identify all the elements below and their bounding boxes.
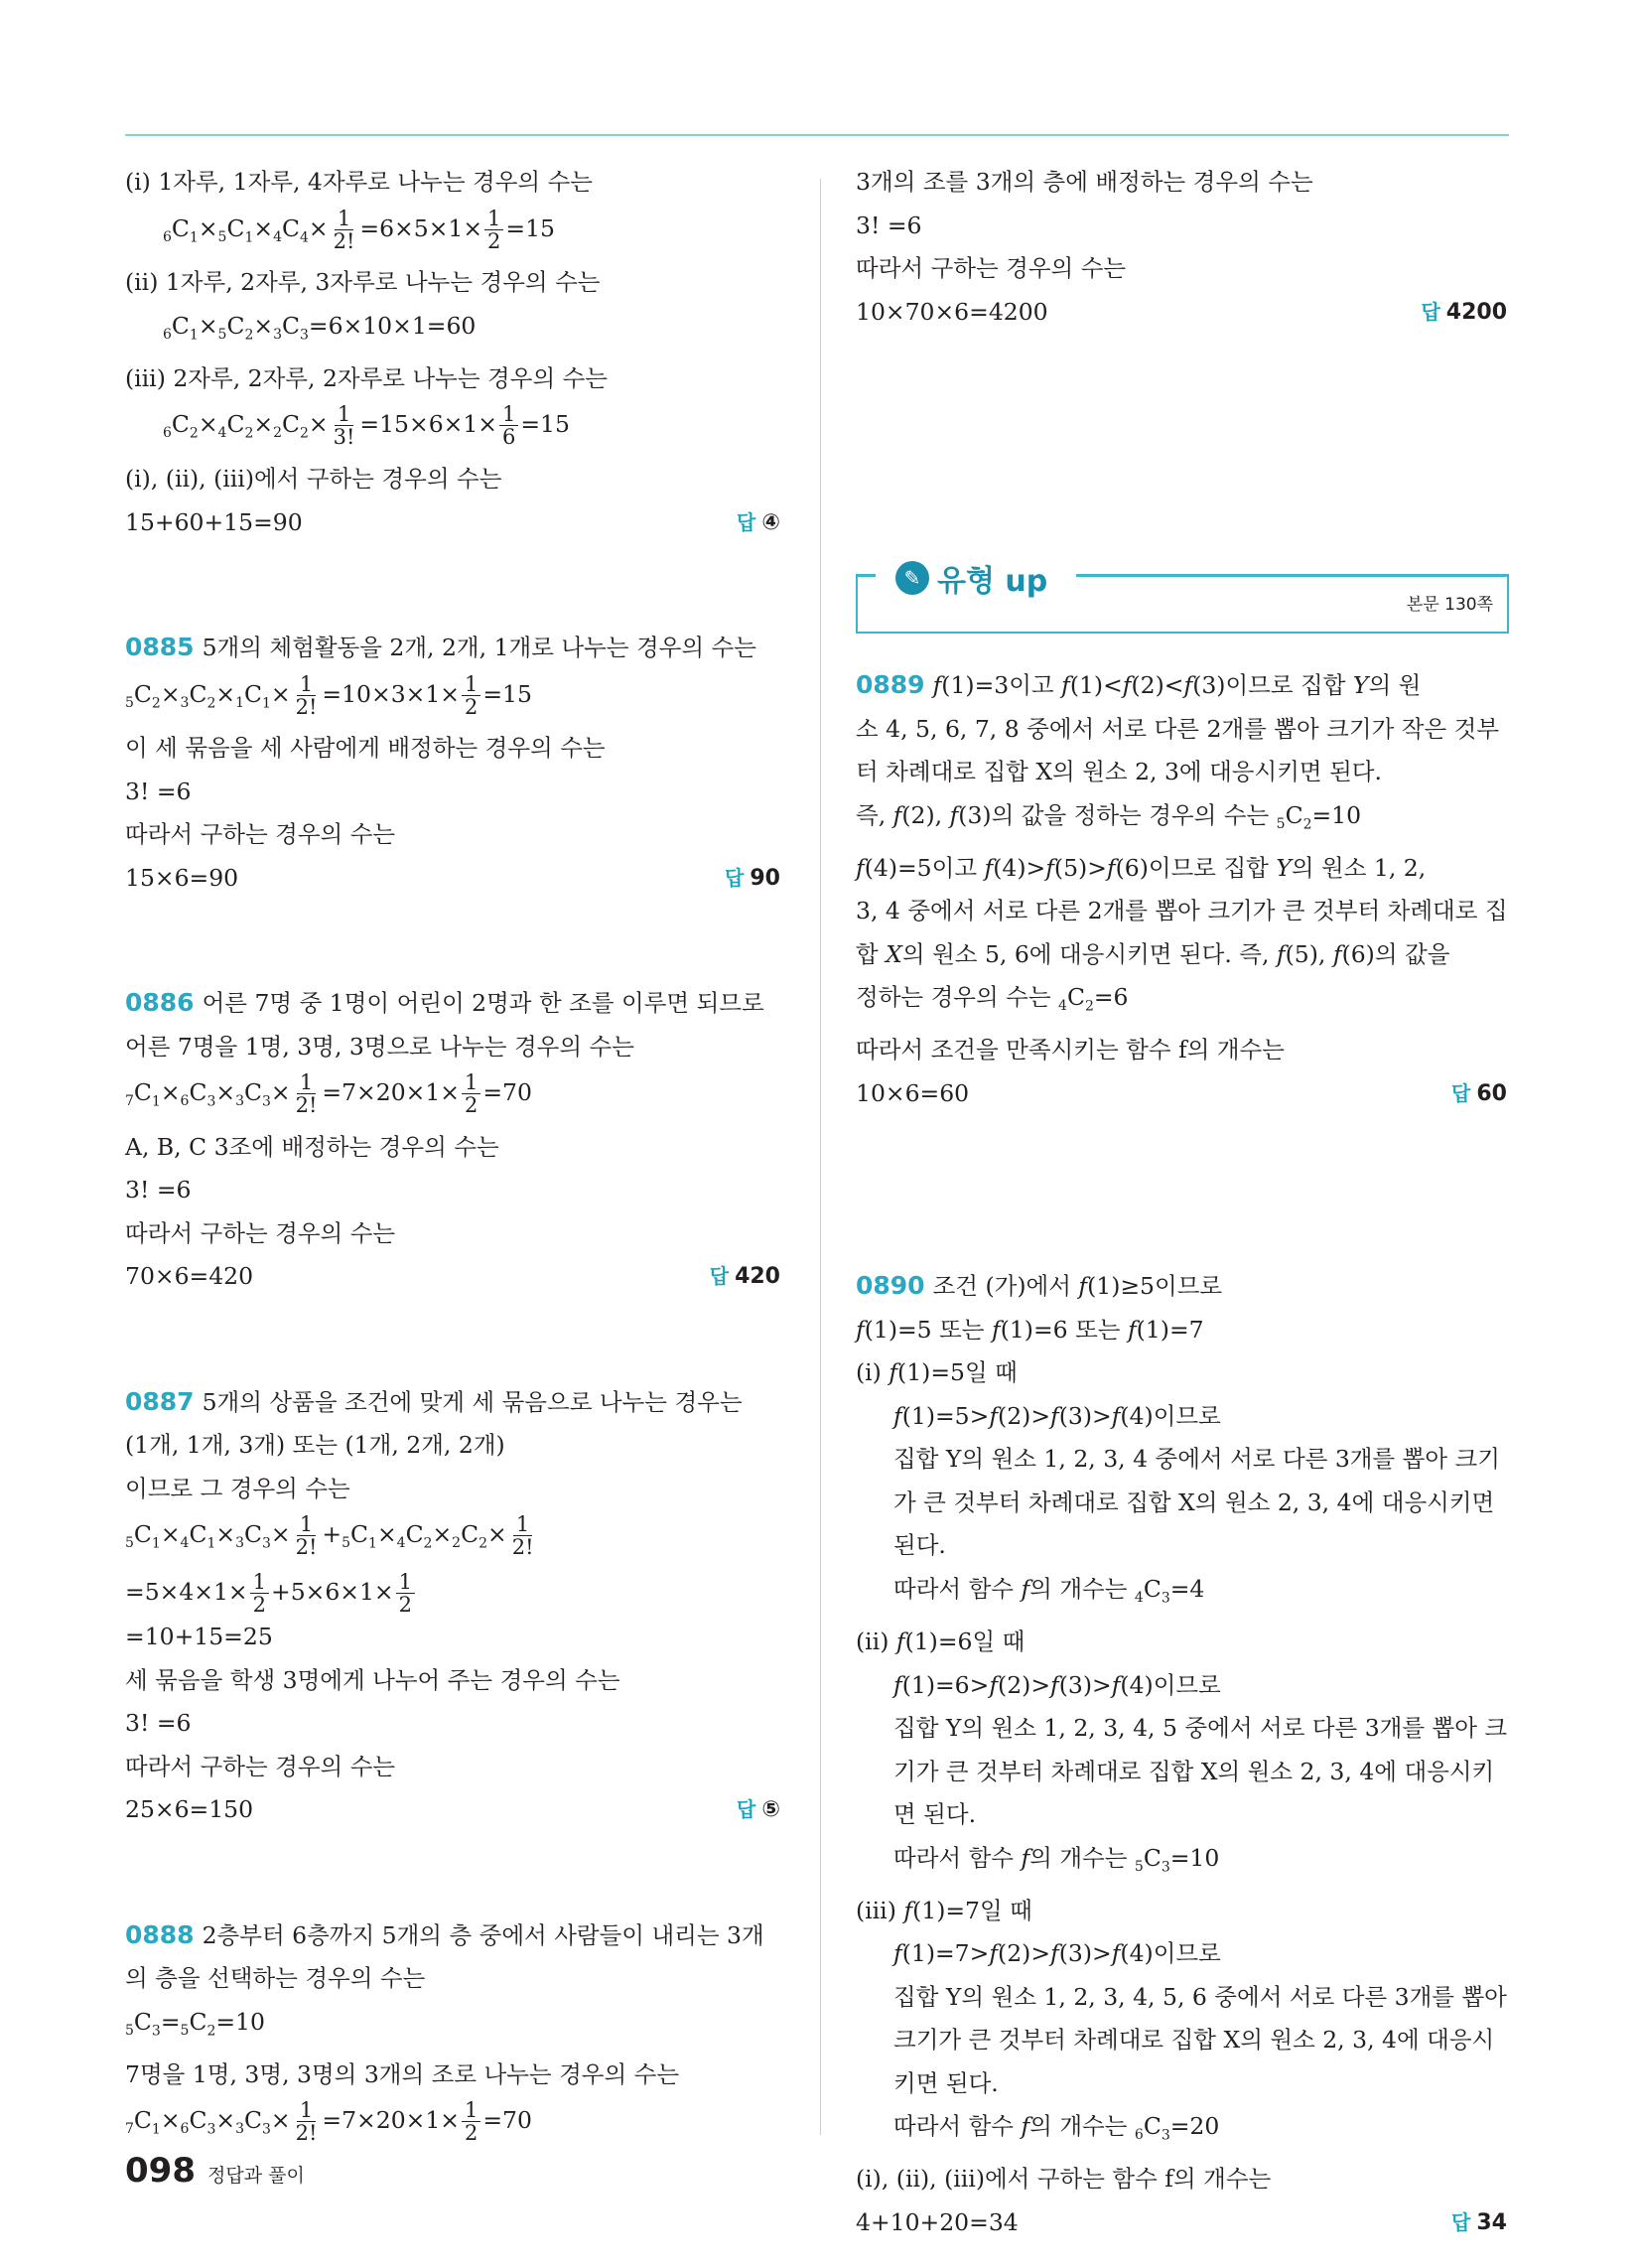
case-label: (ⅱ): [856, 1628, 889, 1656]
text-line: 터 차례대로 집합 X의 원소 2, 3에 대응시키면 된다.: [856, 758, 1382, 785]
problem-0890: [856, 1264, 1509, 2244]
answer-value: 420: [735, 1264, 780, 1290]
text-line: 따라서 함수 f의 개수는 $_5C_3=10$: [893, 1843, 1220, 1876]
problem-number: 0887: [125, 1386, 195, 1416]
answer-label: 답: [737, 509, 756, 534]
problem-0887: [125, 1380, 782, 1832]
result: 10×6=60: [856, 1078, 970, 1107]
textbook-page-reference: 본문 130쪽: [1406, 595, 1493, 615]
text-line: 집합 Y의 원소 1, 2, 3, 4 중에서 서로 다른 3개를 뽑아 크기: [893, 1445, 1500, 1474]
result: 15+60+15=90: [125, 507, 303, 536]
document-icon: ✎: [895, 561, 929, 595]
answer-label: 답: [1421, 299, 1440, 324]
problem-0888: [125, 1914, 782, 2154]
result: 10×70×6=4200: [856, 297, 1048, 326]
result: 25×6=150: [125, 1795, 254, 1824]
text-line: [125, 501, 782, 545]
text: 5개의 체험활동을 2개, 2개, 1개로 나누는 경우의 수는: [202, 634, 756, 662]
equation: $_7C_1\times_6C_3\times_3C_3\times$ $\frac{1}{2!}$ =7×20×1× $\frac{1}{2}$ =70: [125, 2098, 532, 2146]
text-line: A, B, C 3조에 배정하는 경우의 수는: [125, 1132, 499, 1161]
text-line: 의 층을 선택하는 경우의 수는: [125, 1964, 426, 1993]
text-line: 소 4, 5, 6, 7, 8 중에서 서로 다른 2개를 뽑아 크기가 작은 것부: [856, 714, 1500, 743]
text-line: 세 묶음을 학생 3명에게 나누어 주는 경우의 수는: [125, 1665, 620, 1694]
answer-badge: [1421, 291, 1507, 335]
text-line: 따라서 구하는 경우의 수는: [856, 254, 1127, 282]
banner-title: [886, 556, 1057, 600]
answer-value: ⑤: [761, 1797, 780, 1823]
page-footer: [125, 2151, 305, 2191]
text-line: 어른 7명을 1명, 3명, 3명으로 나누는 경우의 수는: [125, 1032, 634, 1061]
text-line: 3, 4 중에서 서로 다른 2개를 뽑아 크기가 큰 것부터 차례대로 집: [856, 897, 1508, 925]
text-line: f(1)=7>f(2)>f(3)>f(4)이므로: [893, 1939, 1221, 1968]
result: 4+10+20=34: [856, 2207, 1019, 2236]
equation: $_7C_1\times_6C_3\times_3C_3\times$ $\frac{1}{2!}$ =7×20×1× $\frac{1}{2}$ =70: [125, 1070, 532, 1118]
text-line: 이 세 묶음을 세 사람에게 배정하는 경우의 수는: [125, 734, 606, 763]
text-line: [856, 2201, 1509, 2245]
answer-badge: [737, 1788, 780, 1832]
text-line: 따라서 함수 f의 개수는 $_6C_3=20$: [893, 2112, 1220, 2144]
answer-label: 답: [709, 1264, 730, 1289]
result: 15×6=90: [125, 863, 239, 892]
text-line: 집합 Y의 원소 1, 2, 3, 4, 5, 6 중에서 서로 다른 3개를 뽑아: [893, 1982, 1507, 2011]
section-label: 정답과 풀이: [206, 2165, 305, 2187]
text-line: =10+15=25: [125, 1623, 273, 1651]
answer-value: 34: [1476, 2209, 1507, 2235]
problem-number: 0886: [125, 988, 195, 1018]
text-line: 기가 큰 것부터 차례대로 집합 X의 원소 2, 3, 4에 대응시키: [893, 1757, 1495, 1785]
text-line: 정하는 경우의 수는 $_4C_2=6$: [856, 983, 1129, 1015]
text-line: (ⅰ) 1자루, 1자루, 4자루로 나누는 경우의 수는: [125, 168, 593, 196]
text-line: 3! =6: [125, 1709, 192, 1738]
text-line: 7명을 1명, 3명, 3명의 3개의 조로 나누는 경우의 수는: [125, 2059, 680, 2088]
text-line: (1개, 1개, 3개) 또는 (1개, 2개, 2개): [125, 1431, 505, 1460]
answer-value: ④: [761, 509, 780, 535]
text-line: 3! =6: [125, 777, 192, 805]
case-heading: (ⅰ) f(1)=5일 때: [856, 1358, 1018, 1387]
text-line: f(1)=5>f(2)>f(3)>f(4)이므로: [893, 1401, 1221, 1430]
text: 어른 7명 중 1명이 어린이 2명과 한 조를 이루면 되므로: [202, 989, 764, 1018]
text: 5개의 상품을 조건에 맞게 세 묶음으로 나누는 경우는: [202, 1387, 743, 1416]
answer-value: 60: [1476, 1080, 1507, 1106]
text-line: (ⅰ), (ⅱ), (ⅲ)에서 구하는 함수 f의 개수는: [856, 2165, 1272, 2194]
problem-0886: [125, 981, 782, 1299]
equation: $_6C_2\times_4C_2\times_2C_2\times$ $\frac{1}{3!}$ =15×6×1× $\frac{1}{6}$ =15: [163, 402, 570, 450]
text-line: 따라서 구하는 경우의 수는: [125, 1752, 396, 1780]
equation: $_5C_1\times_4C_1\times_3C_3\times$ $\frac{1}{2!}$ $+_5C_1\times_4C_2\times_2C_2\times$ $\frac{1}{2!}$: [125, 1512, 534, 1560]
case-label: (ⅲ): [856, 1896, 896, 1924]
text-line: f(1)=5 또는 f(1)=6 또는 f(1)=7: [856, 1315, 1204, 1344]
text-line: 즉, f(2), f(3)의 값을 정하는 경우의 수는 $_5C_2=10$: [856, 800, 1362, 833]
text-line: (ⅲ) 2자루, 2자루, 2자루로 나누는 경우의 수는: [125, 363, 609, 392]
page-number: 098: [125, 2151, 196, 2191]
text-line: [125, 1255, 782, 1299]
text-line: 이므로 그 경우의 수는: [125, 1474, 350, 1502]
text-line: (ⅰ), (ⅱ), (ⅲ)에서 구하는 경우의 수는: [125, 465, 502, 494]
text-line: 된다.: [893, 1531, 946, 1560]
answer-badge: [725, 857, 780, 901]
case-heading: (ⅲ) f(1)=7일 때: [856, 1896, 1032, 1924]
answer-label: 답: [1451, 2209, 1471, 2234]
text-line: 면 된다.: [893, 1800, 977, 1829]
text-line: [125, 1380, 782, 1425]
problem-number: 0885: [125, 633, 195, 662]
problem-0885: [125, 626, 782, 900]
equation: $_5C_3=_5C_2=10$: [125, 2007, 265, 2040]
text-line: [125, 981, 782, 1026]
text: 2층부터 6층까지 5개의 층 중에서 사람들이 내리는 3개: [202, 1920, 764, 1949]
text-line: 3! =6: [856, 211, 922, 239]
text-line: [856, 1072, 1509, 1116]
text-line: 키면 된다.: [893, 2068, 999, 2097]
answer-label: 답: [725, 865, 745, 890]
problem-0888-continued: [856, 161, 1509, 334]
answer-badge: [1451, 1072, 1507, 1116]
equation: $_6C_1\times_5C_2\times_3C_3=6\times 10\times 1=60$: [163, 311, 477, 344]
text-line: 3개의 조를 3개의 층에 배정하는 경우의 수는: [856, 168, 1313, 196]
text-line: 따라서 함수 f의 개수는 $_4C_3=4$: [893, 1574, 1205, 1607]
answer-label: 답: [737, 1797, 756, 1822]
equation: $_6C_1\times_5C_1\times_4C_4\times$ $\frac{1}{2!}$ =6×5×1× $\frac{1}{2}$ =15: [163, 206, 555, 253]
problem-number: 0890: [856, 1271, 925, 1301]
text-line: 합 X의 원소 5, 6에 대응시키면 된다. 즉, f(5), f(6)의 값을: [856, 939, 1450, 968]
text-line: f(4)=5이고 f(4)>f(5)>f(6)이므로 집합 Y의 원소 1, 2,: [856, 853, 1427, 882]
equation: $_5C_2\times_3C_2\times_1C_1\times$ $\frac{1}{2!}$ =10×3×1× $\frac{1}{2}$ =15: [125, 671, 532, 719]
banner-title-text: 유형 up: [937, 564, 1048, 599]
answer-value: 4200: [1445, 299, 1507, 325]
solution-0884-continued: [125, 161, 782, 544]
text-line: 따라서 조건을 만족시키는 함수 f의 개수는: [856, 1036, 1285, 1064]
text-line: 집합 Y의 원소 1, 2, 3, 4, 5 중에서 서로 다른 3개를 뽑아 크: [893, 1714, 1508, 1743]
right-column: [856, 161, 1509, 2244]
column-divider: [820, 179, 821, 2135]
text-line: 3! =6: [125, 1176, 192, 1205]
answer-badge: [737, 501, 780, 545]
text-line: [125, 1914, 782, 1958]
text-line: (ⅱ) 1자루, 2자루, 3자루로 나누는 경우의 수는: [125, 268, 601, 297]
text-line: [125, 626, 782, 670]
answer-value: 90: [750, 865, 780, 891]
problem-number: 0889: [856, 670, 925, 699]
text-line: 따라서 구하는 경우의 수는: [125, 820, 396, 849]
text-line: 0889 f(1)=3이고 f(1)<f(2)<f(3)이므로 집합 Y의 원: [856, 670, 1422, 699]
text-line: f(1)=6>f(2)>f(3)>f(4)이므로: [893, 1670, 1221, 1699]
text-line: 가 큰 것부터 차례대로 집합 X의 원소 2, 3, 4에 대응시키면: [893, 1488, 1495, 1516]
header-rule: [125, 134, 1509, 136]
answer-badge: [1451, 2201, 1507, 2245]
text-line: 따라서 구하는 경우의 수는: [125, 1218, 396, 1247]
text-line: 0890 조건 (가)에서 f(1)≥5이므로: [856, 1271, 1223, 1301]
text-line: [856, 291, 1509, 335]
answer-label: 답: [1451, 1080, 1471, 1105]
case-heading: (ⅱ) f(1)=6일 때: [856, 1628, 1026, 1656]
text-line: [125, 857, 782, 901]
left-column: [125, 161, 782, 2154]
text-line: [125, 1788, 782, 1832]
result: 70×6=420: [125, 1262, 254, 1291]
case-label: (ⅰ): [856, 1358, 882, 1387]
problem-number: 0888: [125, 1919, 195, 1949]
problem-0889: [856, 663, 1509, 1115]
text-line: 크기가 큰 것부터 차례대로 집합 X의 원소 2, 3, 4에 대응시: [893, 2026, 1495, 2055]
equation: =5×4×1× $\frac{1}{2}$ +5×6×1× $\frac{1}{2}$: [125, 1568, 782, 1616]
type-up-banner: [856, 564, 1509, 634]
answer-badge: [710, 1255, 780, 1299]
